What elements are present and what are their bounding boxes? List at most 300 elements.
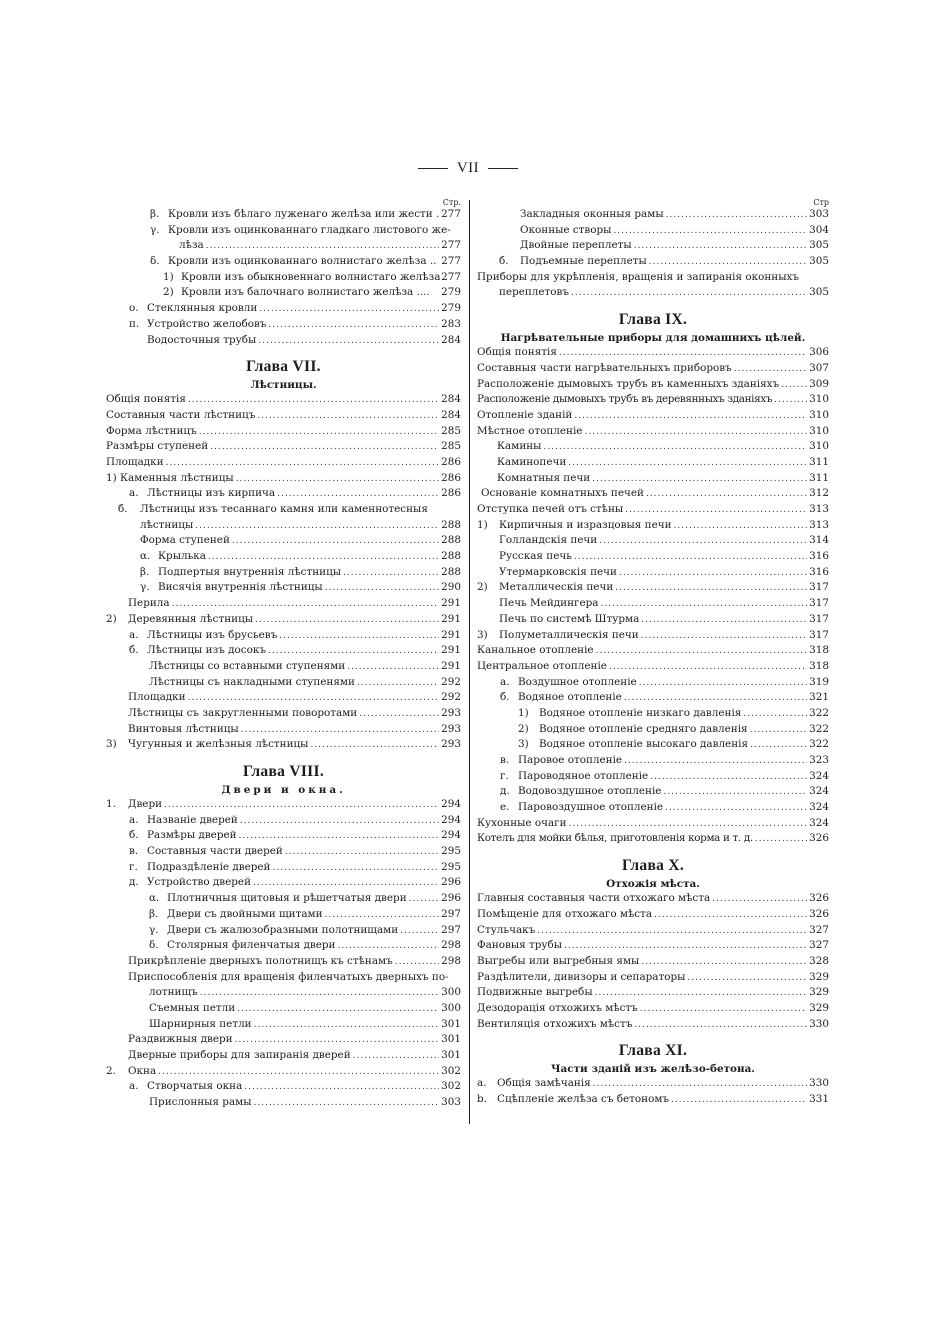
entry-page: 277 bbox=[441, 255, 461, 268]
entry-marker: а. bbox=[129, 1080, 139, 1093]
toc-entry[interactable] bbox=[106, 425, 461, 441]
entry-page: 317 bbox=[809, 581, 829, 594]
leader-dots bbox=[543, 442, 807, 452]
entry-text: Полуметаллическія печи bbox=[499, 628, 639, 641]
toc-entry[interactable] bbox=[477, 1093, 829, 1109]
toc-entry[interactable] bbox=[477, 1018, 829, 1034]
entry-page: 288 bbox=[441, 518, 461, 531]
entry-text: Висячія внутреннія лѣстницы bbox=[158, 581, 323, 594]
leader-dots bbox=[641, 615, 807, 625]
entry-marker: а. bbox=[129, 487, 139, 500]
leader-dots bbox=[537, 926, 807, 936]
entry-text: Каменныя лѣстницы bbox=[120, 471, 234, 484]
entry-page: 327 bbox=[809, 939, 829, 952]
entry-text: Комнатныя печи bbox=[497, 471, 591, 484]
entry-page: 295 bbox=[441, 845, 461, 858]
leader-dots bbox=[164, 800, 439, 810]
toc-entry[interactable] bbox=[106, 644, 461, 660]
entry-page: 284 bbox=[441, 393, 461, 406]
toc-entry[interactable] bbox=[477, 629, 829, 645]
toc-entry[interactable] bbox=[477, 723, 829, 739]
entry-page: 293 bbox=[441, 706, 461, 719]
toc-entry[interactable] bbox=[106, 472, 461, 488]
toc-entry[interactable] bbox=[477, 224, 829, 240]
entry-page: 319 bbox=[809, 675, 829, 688]
leader-dots bbox=[166, 458, 440, 468]
toc-entry[interactable] bbox=[477, 271, 829, 287]
toc-entry-continuation[interactable] bbox=[106, 986, 461, 1002]
entry-text: Помѣщеніе для отхожаго мѣста bbox=[477, 907, 653, 920]
toc-entry[interactable] bbox=[106, 829, 461, 845]
leader-dots bbox=[750, 740, 807, 750]
entry-page: 288 bbox=[441, 565, 461, 578]
entry-text: Вентиляція отхожихъ мѣстъ bbox=[477, 1017, 633, 1030]
leader-dots bbox=[666, 210, 808, 220]
toc-entry[interactable] bbox=[106, 660, 461, 676]
leader-dots bbox=[671, 1095, 807, 1105]
leader-dots bbox=[235, 1035, 440, 1045]
toc-entry[interactable] bbox=[106, 738, 461, 754]
entry-page: 304 bbox=[809, 223, 829, 236]
leader-dots bbox=[665, 803, 807, 813]
leader-dots bbox=[584, 427, 807, 437]
leader-dots bbox=[310, 740, 439, 750]
entry-text: Воздушное отопленіе bbox=[518, 675, 637, 688]
entry-marker: 3) bbox=[518, 738, 529, 751]
entry-text: Водовоздушное отопленіе bbox=[518, 785, 662, 798]
entry-text: Чугунныя и желѣзныя лѣстницы bbox=[128, 738, 309, 751]
entry-text: Общія замѣчанія bbox=[497, 1077, 591, 1090]
toc-entry[interactable] bbox=[477, 754, 829, 770]
entry-text: переплетовъ bbox=[499, 286, 570, 299]
chapter-title: Глава X. bbox=[621, 857, 685, 875]
entry-page: 293 bbox=[441, 722, 461, 735]
toc-entry[interactable] bbox=[106, 861, 461, 877]
toc-entry[interactable] bbox=[477, 440, 829, 456]
entry-text: Составныя части нагрѣвательныхъ приборовъ bbox=[477, 361, 732, 374]
leader-dots bbox=[654, 910, 807, 920]
entry-page: 310 bbox=[809, 393, 829, 406]
leader-dots bbox=[257, 411, 439, 421]
entry-text: Двери съ жалюзобразными полотнищами bbox=[167, 923, 399, 936]
toc-entry[interactable] bbox=[106, 814, 461, 830]
entry-marker: 1) bbox=[106, 471, 117, 484]
leader-dots bbox=[347, 662, 439, 672]
toc-entry[interactable] bbox=[477, 707, 829, 723]
entry-marker: б. bbox=[129, 829, 139, 842]
entry-page: 313 bbox=[809, 518, 829, 531]
toc-entry[interactable] bbox=[477, 939, 829, 955]
entry-text: Кровли изъ оцинкованнаго волнистаго желѣза .. bbox=[168, 255, 437, 268]
leader-dots bbox=[781, 380, 807, 390]
toc-entry[interactable] bbox=[106, 1065, 461, 1081]
entry-text: Размѣры дверей bbox=[147, 829, 237, 842]
entry-text: Прислонныя рамы bbox=[149, 1096, 252, 1109]
entry-text: Оконные створы bbox=[520, 223, 612, 236]
toc-entry[interactable] bbox=[106, 613, 461, 629]
toc-entry[interactable] bbox=[106, 440, 461, 456]
entry-page: 293 bbox=[441, 738, 461, 751]
entry-page: 311 bbox=[809, 455, 829, 468]
toc-entry[interactable] bbox=[477, 801, 829, 817]
entry-text: Винтовыя лѣстницы bbox=[128, 722, 239, 735]
toc-entry[interactable] bbox=[477, 550, 829, 566]
leader-dots bbox=[712, 894, 807, 904]
leader-dots bbox=[232, 536, 439, 546]
entry-text: Кровли изъ оцинкованнаго гладкаго листового же- bbox=[168, 223, 451, 236]
chapter-title: Глава IX. bbox=[618, 311, 688, 329]
entry-text: Устройство дверей bbox=[147, 876, 252, 889]
entry-page: 318 bbox=[809, 659, 829, 672]
entry-marker: в. bbox=[500, 754, 510, 766]
entry-text: Столярныя филенчатыя двери bbox=[167, 939, 336, 952]
leader-dots bbox=[646, 489, 807, 499]
toc-entry[interactable] bbox=[106, 876, 461, 892]
entry-page: 291 bbox=[441, 612, 461, 625]
toc-entry[interactable] bbox=[106, 503, 461, 519]
toc-entry[interactable] bbox=[477, 346, 829, 362]
toc-entry[interactable] bbox=[477, 255, 829, 271]
entry-text: Названіе дверей bbox=[147, 813, 238, 826]
toc-entry[interactable] bbox=[477, 378, 829, 394]
toc-entry-continuation[interactable] bbox=[106, 239, 461, 255]
chapter-title: Глава VIII. bbox=[242, 763, 325, 780]
toc-entry[interactable] bbox=[106, 286, 461, 302]
entry-text: Стульчакъ bbox=[477, 923, 536, 936]
toc-entry[interactable] bbox=[106, 302, 461, 318]
entry-text: Площадки bbox=[128, 691, 186, 704]
leader-dots bbox=[172, 599, 440, 609]
leader-dots bbox=[240, 816, 439, 826]
entry-text: Лѣстницы со вставными ступенями bbox=[149, 659, 346, 672]
leader-dots bbox=[592, 474, 807, 484]
leader-dots bbox=[596, 646, 808, 656]
leader-dots bbox=[640, 1004, 807, 1014]
leader-dots bbox=[639, 678, 807, 688]
toc-entry[interactable] bbox=[106, 955, 461, 971]
entry-text: Составныя части дверей bbox=[147, 845, 283, 858]
toc-entry[interactable] bbox=[477, 832, 829, 848]
entry-text: Лѣстницы съ накладными ступенями bbox=[149, 675, 355, 688]
toc-entry[interactable] bbox=[106, 1018, 461, 1034]
toc-entry[interactable] bbox=[106, 892, 461, 908]
entry-text: Раздвижныя двери bbox=[128, 1033, 233, 1046]
leader-dots bbox=[195, 521, 439, 531]
chapter-subtitle: Двери и окна. bbox=[221, 784, 346, 796]
entry-marker: 2) bbox=[518, 722, 529, 735]
entry-marker: б. bbox=[499, 255, 509, 268]
leader-dots bbox=[254, 1020, 440, 1030]
leader-dots bbox=[634, 241, 807, 251]
toc-entry[interactable] bbox=[477, 892, 829, 908]
toc-entry[interactable] bbox=[477, 691, 829, 707]
toc-entry[interactable] bbox=[477, 738, 829, 754]
entry-page: 298 bbox=[441, 939, 461, 952]
entry-marker: о. bbox=[129, 302, 139, 315]
entry-text: Шарнирныя петли bbox=[149, 1017, 252, 1030]
entry-text: Кровли изъ балочнаго волнистаго желѣза .... bbox=[181, 286, 430, 299]
entry-page: 326 bbox=[809, 907, 829, 920]
entry-page: 307 bbox=[809, 361, 829, 374]
entry-text: Расположеніе дымовыхъ трубъ въ каменныхъ зданіяхъ bbox=[477, 377, 780, 390]
toc-entry[interactable] bbox=[477, 1002, 829, 1018]
entry-text: Водосточныя трубы bbox=[147, 333, 257, 346]
toc-entry[interactable] bbox=[106, 1080, 461, 1096]
toc-entry[interactable] bbox=[106, 318, 461, 334]
entry-text: Лѣстницы изъ тесаннаго камня или каменнотесныя bbox=[140, 503, 428, 515]
entry-page: 300 bbox=[441, 986, 461, 999]
leader-dots bbox=[625, 505, 807, 515]
entry-page: 305 bbox=[809, 239, 829, 252]
toc-entry[interactable] bbox=[106, 334, 461, 350]
entry-page: 302 bbox=[441, 1080, 461, 1093]
chapter-title: Глава XI. bbox=[618, 1042, 688, 1060]
toc-entry[interactable] bbox=[477, 597, 829, 613]
toc-entry[interactable] bbox=[106, 271, 461, 287]
leader-dots bbox=[600, 599, 807, 609]
entry-page: 326 bbox=[809, 832, 829, 845]
entry-page: 284 bbox=[441, 408, 461, 421]
entry-page: 288 bbox=[441, 550, 461, 563]
leader-dots bbox=[206, 241, 439, 251]
entry-text: Устройство желобовъ bbox=[147, 317, 267, 330]
entry-page: 322 bbox=[809, 722, 829, 735]
entry-marker: α. bbox=[149, 892, 160, 905]
right-column bbox=[477, 197, 829, 1109]
leader-dots bbox=[750, 725, 808, 735]
toc-entry[interactable] bbox=[106, 798, 461, 814]
entry-text: Плотничныя щитовыя и рѣшетчатыя двери bbox=[167, 892, 407, 905]
toc-entry[interactable] bbox=[477, 472, 829, 488]
entry-marker: α. bbox=[140, 550, 151, 563]
toc-entry[interactable] bbox=[477, 924, 829, 940]
entry-page: 317 bbox=[809, 597, 829, 610]
toc-entry[interactable] bbox=[106, 924, 461, 940]
entry-text: лотнищъ bbox=[149, 986, 198, 999]
entry-marker: б. bbox=[118, 503, 128, 515]
leader-dots bbox=[239, 831, 440, 841]
toc-entry[interactable] bbox=[106, 255, 461, 271]
entry-marker: а. bbox=[129, 813, 139, 826]
toc-entry-continuation[interactable] bbox=[106, 519, 461, 535]
entry-page: 327 bbox=[809, 923, 829, 936]
entry-page: 294 bbox=[441, 798, 461, 810]
toc-entry[interactable] bbox=[477, 519, 829, 535]
entry-text: Каминопечи bbox=[497, 455, 567, 468]
toc-entry[interactable] bbox=[477, 208, 829, 224]
toc-entry[interactable] bbox=[106, 629, 461, 645]
entry-page: 312 bbox=[809, 487, 829, 500]
entry-text: Крылька bbox=[158, 550, 206, 563]
column-divider bbox=[469, 200, 470, 1124]
toc-entry[interactable] bbox=[477, 456, 829, 472]
leader-dots bbox=[236, 474, 439, 484]
entry-text: Выгребы или выгребныя ямы bbox=[477, 954, 640, 967]
toc-entry[interactable] bbox=[106, 971, 461, 987]
toc-entry[interactable] bbox=[477, 955, 829, 971]
leader-dots bbox=[641, 957, 807, 967]
toc-entry[interactable] bbox=[106, 939, 461, 955]
entry-text: Двойные переплеты bbox=[520, 239, 632, 252]
leader-dots bbox=[409, 894, 440, 904]
toc-entry[interactable] bbox=[477, 971, 829, 987]
entry-page: 294 bbox=[441, 829, 461, 842]
entry-page: 296 bbox=[441, 876, 461, 889]
toc-entry[interactable] bbox=[106, 487, 461, 503]
entry-page: 318 bbox=[809, 644, 829, 657]
leader-dots bbox=[774, 395, 807, 405]
entry-text: Отопленіе зданій bbox=[477, 408, 573, 421]
toc-entry[interactable] bbox=[106, 566, 461, 582]
toc-entry[interactable] bbox=[106, 691, 461, 707]
leader-dots bbox=[337, 941, 439, 951]
toc-entry[interactable] bbox=[477, 785, 829, 801]
toc-entry[interactable] bbox=[477, 503, 829, 519]
toc-entry[interactable] bbox=[477, 660, 829, 676]
leader-dots bbox=[599, 536, 807, 546]
entry-text: Камины bbox=[497, 440, 542, 453]
toc-entry[interactable] bbox=[477, 770, 829, 786]
entry-page: 330 bbox=[809, 1017, 829, 1030]
entry-page: 303 bbox=[809, 208, 829, 220]
entry-text: Главныя составныя части отхожаго мѣста bbox=[477, 892, 711, 905]
toc-entry[interactable] bbox=[477, 986, 829, 1002]
toc-entry[interactable] bbox=[477, 676, 829, 692]
toc-entry[interactable] bbox=[106, 409, 461, 425]
toc-entry[interactable] bbox=[477, 1077, 829, 1093]
page-column-label: Стр bbox=[813, 198, 829, 207]
entry-marker: 2) bbox=[163, 286, 174, 299]
entry-page: 331 bbox=[809, 1093, 829, 1105]
toc-entry[interactable] bbox=[477, 644, 829, 660]
toc-entry[interactable] bbox=[106, 1049, 461, 1065]
leader-dots bbox=[268, 646, 439, 656]
chapter-subtitle: Части зданій изъ желѣзо-бетона. bbox=[551, 1063, 755, 1076]
leader-dots bbox=[208, 552, 439, 562]
entry-text: Лѣстницы изъ досокъ bbox=[147, 644, 266, 657]
entry-marker: β. bbox=[150, 208, 160, 220]
toc-entry[interactable] bbox=[477, 908, 829, 924]
entry-text: Водяное отопленіе низкаго давленія bbox=[539, 706, 742, 719]
entry-text: Створчатыя окна bbox=[147, 1080, 243, 1093]
entry-page: 291 bbox=[441, 628, 461, 641]
toc-entry[interactable] bbox=[106, 1002, 461, 1018]
leader-dots bbox=[687, 973, 807, 983]
toc-entry[interactable] bbox=[106, 550, 461, 566]
entry-text: Перила bbox=[128, 597, 170, 610]
entry-text: Сцѣпленіе желѣза съ бетономъ bbox=[497, 1093, 670, 1105]
toc-entry[interactable] bbox=[477, 393, 829, 409]
entry-page: 330 bbox=[809, 1077, 829, 1090]
toc-entry[interactable] bbox=[106, 845, 461, 861]
entry-text: Площадки bbox=[106, 455, 164, 468]
entry-marker: δ. bbox=[150, 255, 160, 268]
entry-text: Подпертыя внутреннія лѣстницы bbox=[158, 565, 342, 578]
toc-entry[interactable] bbox=[477, 534, 829, 550]
leader-dots bbox=[595, 988, 808, 998]
toc-entry[interactable] bbox=[106, 1033, 461, 1049]
leader-dots bbox=[609, 662, 807, 672]
toc-entry[interactable] bbox=[106, 723, 461, 739]
toc-entry[interactable] bbox=[106, 597, 461, 613]
entry-page: 321 bbox=[809, 691, 829, 704]
entry-text: Расположеніе дымовыхъ трубъ въ деревянныхъ зданіяхъ bbox=[477, 393, 773, 406]
entry-text: Водяное отопленіе bbox=[518, 691, 622, 704]
entry-page: 305 bbox=[809, 255, 829, 268]
entry-text: Металлическія печи bbox=[499, 581, 614, 594]
toc-entry[interactable] bbox=[106, 908, 461, 924]
toc-entry[interactable] bbox=[477, 581, 829, 597]
entry-page: 328 bbox=[809, 954, 829, 967]
toc-entry[interactable] bbox=[477, 566, 829, 582]
entry-page: 329 bbox=[809, 986, 829, 999]
toc-entry[interactable] bbox=[106, 456, 461, 472]
toc-entry[interactable] bbox=[477, 817, 829, 833]
chapter-subtitle: Отхожія мѣста. bbox=[606, 878, 700, 891]
entry-marker: д. bbox=[129, 876, 139, 889]
leader-dots bbox=[199, 427, 439, 437]
entry-text: Мѣстное отопленіе bbox=[477, 424, 583, 437]
entry-page: 297 bbox=[441, 907, 461, 920]
leader-dots bbox=[613, 226, 807, 236]
toc-entry[interactable] bbox=[106, 1096, 461, 1112]
leader-dots bbox=[259, 304, 439, 314]
toc-entry[interactable] bbox=[477, 362, 829, 378]
entry-marker: д. bbox=[500, 785, 510, 798]
toc-entry[interactable] bbox=[106, 676, 461, 692]
leader-dots bbox=[650, 772, 807, 782]
toc-entry[interactable] bbox=[477, 613, 829, 629]
leader-dots bbox=[325, 910, 440, 920]
entry-text: Окна bbox=[128, 1064, 157, 1077]
entry-page: 290 bbox=[441, 581, 461, 594]
toc-entry[interactable] bbox=[477, 409, 829, 425]
toc-entry[interactable] bbox=[106, 393, 461, 409]
entry-page: 309 bbox=[809, 377, 829, 390]
toc-entry[interactable] bbox=[477, 487, 829, 503]
entry-text: Двери bbox=[128, 798, 163, 810]
leader-dots bbox=[268, 320, 439, 330]
entry-text: Голландскія печи bbox=[499, 534, 598, 547]
toc-entry[interactable] bbox=[477, 425, 829, 441]
entry-page: 277 bbox=[441, 239, 461, 252]
toc-entry[interactable] bbox=[477, 239, 829, 255]
entry-marker: γ. bbox=[140, 581, 150, 594]
entry-text: Двери съ двойными щитами bbox=[167, 907, 323, 920]
leader-dots bbox=[357, 678, 439, 688]
entry-page: 303 bbox=[441, 1096, 461, 1109]
toc-entry[interactable] bbox=[106, 707, 461, 723]
toc-entry[interactable] bbox=[106, 534, 461, 550]
entry-page: 316 bbox=[809, 550, 829, 563]
entry-page: 286 bbox=[441, 487, 461, 500]
toc-entry[interactable] bbox=[106, 581, 461, 597]
toc-entry-continuation[interactable] bbox=[477, 286, 829, 302]
entry-text: Печь Мейдингера bbox=[499, 597, 599, 610]
entry-marker: в. bbox=[129, 845, 139, 858]
toc-entry[interactable] bbox=[106, 224, 461, 240]
leader-dots bbox=[400, 926, 439, 936]
entry-text: лѣстницы bbox=[140, 518, 194, 531]
entry-marker: β. bbox=[149, 907, 159, 920]
leader-dots bbox=[255, 615, 439, 625]
entry-marker: δ. bbox=[149, 939, 159, 952]
toc-entry[interactable] bbox=[106, 208, 461, 224]
entry-page: 298 bbox=[441, 954, 461, 967]
entry-page: 288 bbox=[441, 534, 461, 547]
entry-marker: 1) bbox=[477, 518, 488, 531]
leader-dots bbox=[272, 863, 439, 873]
